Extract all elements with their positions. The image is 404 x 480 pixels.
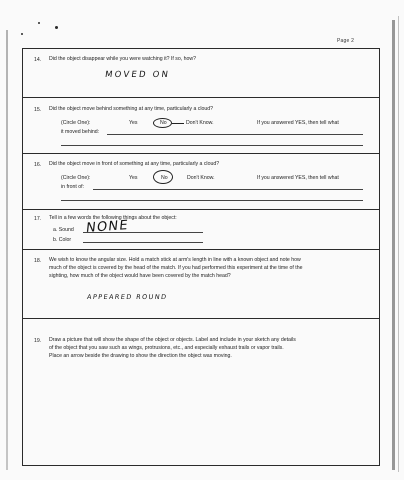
question-text-line: Draw a picture that will show the shape of the object or objects. Label and include in your sketch any details [49,337,296,343]
question-text: Did the object move in front of something at any time, particularly a cloud? [49,161,220,167]
field-label: in front of: [61,184,85,190]
question-number: 16. [34,162,42,168]
question-number: 14. [34,57,42,63]
question-number: 15. [34,107,42,113]
answer-line [93,189,363,190]
color-label: b. Color [53,237,72,243]
answer-line [61,200,363,201]
field-label: it moved behind: [61,129,100,135]
question-text: Did the object move behind something at any time, particularly a cloud? [49,106,214,112]
question-text-line: Place an arrow beside the drawing to show the direction the object was moving. [49,353,232,359]
handwritten-dash [172,123,184,124]
option-no: No [161,175,168,181]
answer-line [83,242,203,243]
scan-edge-right [392,20,395,470]
question-number: 17. [34,216,42,222]
answer-line [107,134,363,135]
question-text-line: much of the object is covered by the head of the match. If you had performed this experiment at the time of the [49,265,303,271]
circle-one-label: (Circle One): [61,120,91,126]
section-divider [23,249,379,250]
handwritten-answer: APPEARED ROUND [86,293,168,301]
question-text: Did the object disappear while you were watching it? If so, how? [49,56,197,62]
option-no: No [160,120,167,126]
scan-edge-left [6,30,8,470]
question-number: 18. [34,258,42,264]
page-number: Page 2 [337,38,355,44]
scan-speck [21,33,23,35]
conditional-instruction: If you answered YES, then tell what [257,120,339,126]
scan-speck [38,22,40,24]
question-number: 19. [34,338,42,344]
conditional-instruction: If you answered YES, then tell what [257,175,339,181]
section-divider [23,97,379,98]
sound-label: a. Sound [53,227,74,233]
option-dont-know: Don't Know. [186,120,214,126]
circle-one-label: (Circle One): [61,175,91,181]
circled-answer-mark [153,170,173,184]
handwritten-answer: NONE [85,217,130,237]
scan-speck [55,26,58,29]
section-divider [23,318,379,319]
option-dont-know: Don't Know. [187,175,215,181]
questionnaire-form [22,48,380,466]
option-yes: Yes [129,120,138,126]
option-yes: Yes [129,175,138,181]
circled-answer-mark [153,118,172,128]
question-text-line: of the object that you saw such as wings, protrusions, etc., and especially exhaust trails or vapor trails. [49,345,284,351]
answer-line [61,145,363,146]
question-text: Tell in a few words the following things about the object: [49,215,177,221]
scan-edge-right [398,16,399,472]
section-divider [23,209,379,210]
question-text-line: sighting, how much of the object would have been covered by the match head? [49,273,231,279]
drawing-area [43,363,363,461]
handwritten-answer: MOVED ON [104,70,171,80]
section-divider [23,153,379,154]
question-text-line: We wish to know the angular size. Hold a match stick at arm's length in line with a known object and note how [49,257,301,263]
